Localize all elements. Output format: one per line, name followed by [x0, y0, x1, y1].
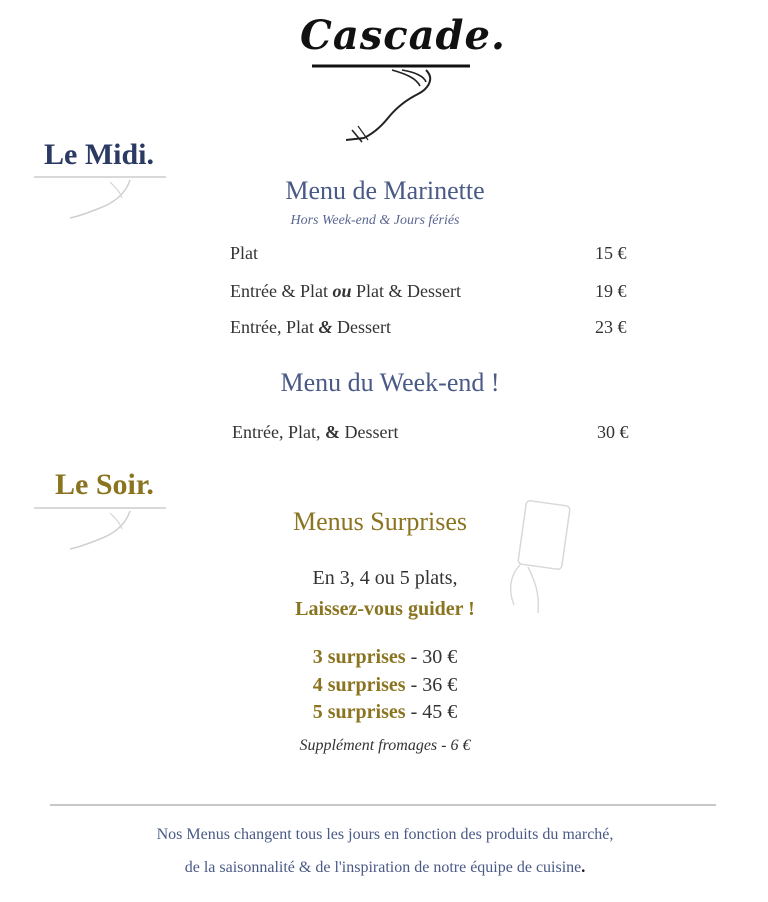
tray-hand-icon: [60, 178, 150, 223]
menu-price: 19 €: [595, 281, 627, 301]
surprises-title: Menus Surprises: [292, 507, 468, 536]
footer-line1: Nos Menus changent tous les jours en fonction des produits du marché,: [156, 826, 614, 843]
waiter-hand-tray-icon: [306, 60, 476, 145]
brand-logo: Cascade.: [300, 12, 506, 59]
menu-row: Entrée & Plat ou Plat & Dessert: [230, 281, 461, 301]
menu-price: 15 €: [595, 243, 627, 263]
surprise-option: 5 surprises - 45 €: [312, 701, 458, 723]
marinette-subtitle: Hors Week-end & Jours fériés: [290, 213, 460, 228]
weekend-title: Menu du Week-end !: [280, 368, 500, 397]
midi-heading: Le Midi.: [44, 138, 154, 171]
soir-heading: Le Soir.: [55, 468, 154, 501]
divider: [50, 804, 716, 806]
menu-row: Entrée, Plat, & Dessert: [232, 422, 399, 442]
footer-line2: de la saisonnalité & de l'inspiration de notre équipe de cuisine.: [184, 859, 586, 876]
menu-price: 30 €: [597, 422, 629, 442]
surprise-option: 4 surprises - 36 €: [312, 674, 458, 696]
surprise-option: 3 surprises - 30 €: [312, 646, 458, 668]
surprises-line2: Laissez-vous guider !: [295, 598, 475, 620]
supplement-text: Supplément fromages - 6 €: [299, 737, 471, 754]
menu-price: 23 €: [595, 317, 627, 337]
surprises-line1: En 3, 4 ou 5 plats,: [312, 567, 458, 589]
menu-row: Plat: [230, 243, 259, 263]
tray-hand-icon: [60, 509, 150, 554]
menu-row: Entrée, Plat & Dessert: [230, 317, 391, 337]
marinette-title: Menu de Marinette: [285, 176, 485, 205]
